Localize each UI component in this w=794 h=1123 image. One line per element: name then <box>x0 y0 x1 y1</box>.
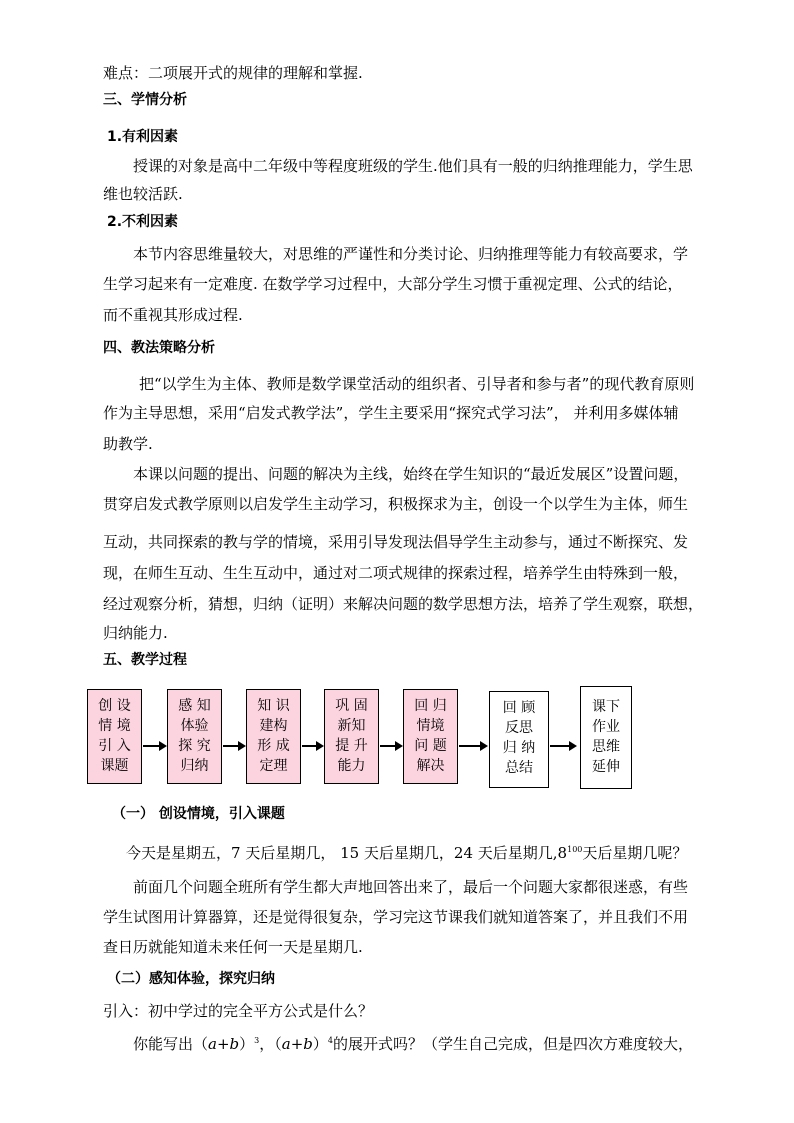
para-question-1: 前面几个问题全班所有学生都大声地回答出来了，最后一个问题大家都很迷惑，有些 <box>133 878 689 896</box>
para-favorable-2: 维也较活跃. <box>103 185 183 203</box>
subheading-favorable: 1.有利因素 <box>107 129 179 145</box>
para-favorable-1: 授课的对象是高中二年级中等程度班级的学生.他们具有一般的归纳推理能力，学生思 <box>133 157 693 175</box>
para-method1-1: 把“以学生为主体、教师是数学课堂活动的组织者、引导者和参与者”的现代教育原则 <box>139 375 695 393</box>
section-1-title: （一） 创设情境，引入课题 <box>112 806 285 822</box>
para-unfavorable-1: 本节内容思维量较大，对思维的严谨性和分类讨论、归纳推理等能力有较高要求，学 <box>133 245 689 263</box>
flow-step-4: 巩 固 新知 提 升 能力 <box>324 689 379 784</box>
para-method2-6: 归纳能力. <box>103 624 168 642</box>
para-method1-2: 作为主导思想，采用“启发式教学法”，学生主要采用“探究式学习法”， 并利用多媒体辅 <box>103 404 679 422</box>
para-unfavorable-3: 而不重视其形成过程. <box>103 306 243 324</box>
heading-teaching-strategy: 四、教法策略分析 <box>103 340 215 356</box>
heading-student-analysis: 三、学情分析 <box>103 92 187 108</box>
para-question-2: 学生试图用计算器算，还是觉得很复杂，学习完这节课我们就知道答案了，并且我们不用 <box>103 908 689 926</box>
weekday-question: 今天是星期五，7 天后星期几， 15 天后星期几，24 天后星期几$,8^{100}$天后星期几呢？ <box>126 844 688 862</box>
para-method2-3: 互动，共同探索的教与学的情境，采用引导发现法倡导学生主动参与，通过不断探究、发 <box>103 533 689 551</box>
flow-step-7: 课下 作业 思维 延伸 <box>580 686 632 789</box>
flow-step-3: 知 识 建构 形 成 定理 <box>246 689 301 784</box>
flow-step-2: 感 知 体验 探 究 归纳 <box>167 689 222 784</box>
flow-arrow-3 <box>302 745 322 747</box>
flow-arrow-5 <box>459 745 486 747</box>
para-question-3: 查日历就能知道未来任何一天是星期几. <box>103 938 363 956</box>
flow-step-5: 回 归 情境 问 题 解决 <box>403 689 458 784</box>
para-method2-2: 贯穿启发式教学原则以启发学生主动学习，积极探求为主，创设一个以学生为主体，师生 <box>103 495 689 513</box>
intro-question: 引入：初中学过的完全平方公式是什么？ <box>103 1002 374 1020</box>
difficulty-text: 难点：二项展开式的规律的理解和掌握. <box>103 64 363 82</box>
flow-arrow-2 <box>223 745 244 747</box>
section-2-title: （二）感知体验，探究归纳 <box>107 971 275 987</box>
para-method2-5: 经过观察分析，猜想，归纳（证明）来解决问题的数学思想方法，培养了学生观察，联想， <box>103 595 704 613</box>
flow-step-1: 创 设 情 境 引 入 课题 <box>87 689 142 784</box>
flow-step-6: 回 顾 反思 归 纳 总结 <box>489 691 549 788</box>
flow-arrow-4 <box>380 745 401 747</box>
heading-teaching-process: 五、教学过程 <box>103 652 187 668</box>
para-method2-1: 本课以问题的提出、问题的解决为主线，始终在学生知识的“最近发展区”设置问题， <box>133 465 689 483</box>
flow-arrow-6 <box>550 745 575 747</box>
subheading-unfavorable: 2.不利因素 <box>107 214 179 230</box>
para-method2-4: 现，在师生互动、生生互动中，通过对二项式规律的探索过程，培养学生由特殊到一般， <box>103 564 689 582</box>
flow-arrow-1 <box>143 745 165 747</box>
para-unfavorable-2: 生学习起来有一定难度. 在数学学习过程中，大部分学生习惯于重视定理、公式的结论， <box>103 275 683 293</box>
expansion-question: 你能写出$(a+b)^3$，$(a+b)^4$的展开式吗？（学生自己完成，但是四次方难度较大， <box>133 1035 694 1053</box>
para-method1-3: 助教学. <box>103 435 153 453</box>
